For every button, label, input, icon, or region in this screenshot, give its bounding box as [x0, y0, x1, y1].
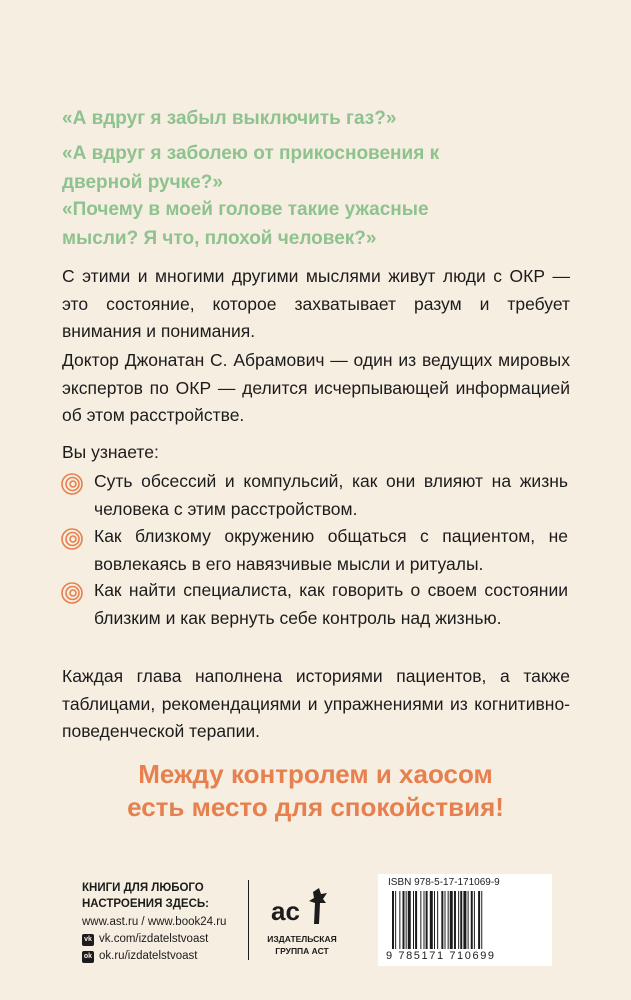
quote-3: «Почему в моей голове такие ужасные мысли? Я что, плохой человек?»: [62, 199, 429, 249]
barcode-bar: [434, 891, 435, 949]
barcode-bar: [460, 891, 462, 949]
barcode-bar: [448, 891, 449, 949]
barcode-bar: [437, 891, 438, 949]
footer-heading-1: КНИГИ ДЛЯ ЛЮБОГО: [82, 882, 204, 894]
isbn-label: ISBN 978-5-17-171069-9: [388, 877, 500, 888]
ast-logo-icon: [267, 884, 337, 928]
publisher-caption-2: ГРУППА АСТ: [275, 946, 329, 956]
barcode-bar: [408, 891, 411, 949]
closing-paragraph: Каждая глава наполнена историями пациентов, а также таблицами, рекомендациями и упражнениями из когнитивно-поведенческой терапии.: [62, 666, 570, 741]
barcode-bar: [481, 891, 482, 949]
svg-text:ас: ас: [271, 896, 300, 926]
barcode-bar: [392, 891, 394, 949]
barcode-bar: [454, 891, 456, 949]
intro-paragraph: С этими и многими другими мыслями живут люди с ОКР — это состояние, которое захватывает разум и требует внимания и понимания.: [62, 266, 570, 341]
footer-vk-link[interactable]: vk.com/izdatelstvoast: [99, 933, 209, 945]
footer-links: [82, 880, 226, 965]
barcode-bar: [463, 891, 466, 949]
publisher-logo: [262, 884, 342, 957]
footer-ok-row[interactable]: [82, 948, 226, 965]
slogan-line-2: есть место для спокойствия!: [127, 792, 504, 822]
barcode-bar: [395, 891, 396, 949]
spiral-bullet-icon: [60, 527, 84, 551]
barcode-bar: [450, 891, 453, 949]
barcode-bar: [406, 891, 407, 949]
author-paragraph: Доктор Джонатан С. Абрамович — один из ведущих мировых экспертов по ОКР — делится исчерпывающей информацией об этом расстройстве.: [62, 350, 570, 425]
quote-1: «А вдруг я забыл выключить газ?»: [62, 108, 397, 129]
barcode-bar: [430, 891, 433, 949]
barcode-icon: [392, 891, 542, 949]
bullet-item: Суть обсессий и компульсий, как они влияют на жизнь человека с этим расстройством.: [94, 471, 568, 519]
barcode-bar: [420, 891, 421, 949]
quote-2: «А вдруг я заболею от прикосновения к дверной ручке?»: [62, 143, 440, 193]
footer-heading-2: НАСТРОЕНИЯ ЗДЕСЬ:: [82, 898, 209, 910]
barcode-bar: [471, 891, 473, 949]
barcode-bar: [399, 891, 400, 949]
vk-icon: vk: [82, 934, 94, 946]
learn-heading: Вы узнаете:: [62, 442, 159, 462]
barcode-bar: [478, 891, 480, 949]
ok-icon: ok: [82, 951, 94, 963]
publisher-caption-1: ИЗДАТЕЛЬСКАЯ: [267, 934, 337, 944]
barcode-bar: [441, 891, 443, 949]
barcode-bar: [413, 891, 414, 949]
footer-vk-row[interactable]: [82, 931, 226, 948]
footer-ok-link[interactable]: ok.ru/izdatelstvoast: [99, 950, 198, 962]
barcode-bar: [426, 891, 428, 949]
barcode-digits: 9 785171 710699: [386, 950, 496, 962]
barcode-bar: [424, 891, 425, 949]
footer-sites-link[interactable]: www.ast.ru / www.book24.ru: [82, 916, 227, 928]
barcode-bar: [445, 891, 446, 949]
footer-divider: [248, 880, 249, 960]
barcode-bar: [474, 891, 475, 949]
slogan-line-1: Между контролем и хаосом: [138, 759, 493, 789]
barcode-bar: [458, 891, 459, 949]
spiral-bullet-icon: [60, 581, 84, 605]
bullet-item: Как близкому окружению общаться с пациентом, не вовлекаясь в его навязчивые мысли и ритуалы.: [94, 526, 568, 574]
barcode-bar: [415, 891, 417, 949]
barcode-box: [378, 874, 552, 966]
bullet-item: Как найти специалиста, как говорить о своем состоянии близким и как вернуть себе контроль над жизнью.: [94, 580, 568, 628]
spiral-bullet-icon: [60, 472, 84, 496]
barcode-bar: [468, 891, 469, 949]
barcode-bar: [403, 891, 405, 949]
